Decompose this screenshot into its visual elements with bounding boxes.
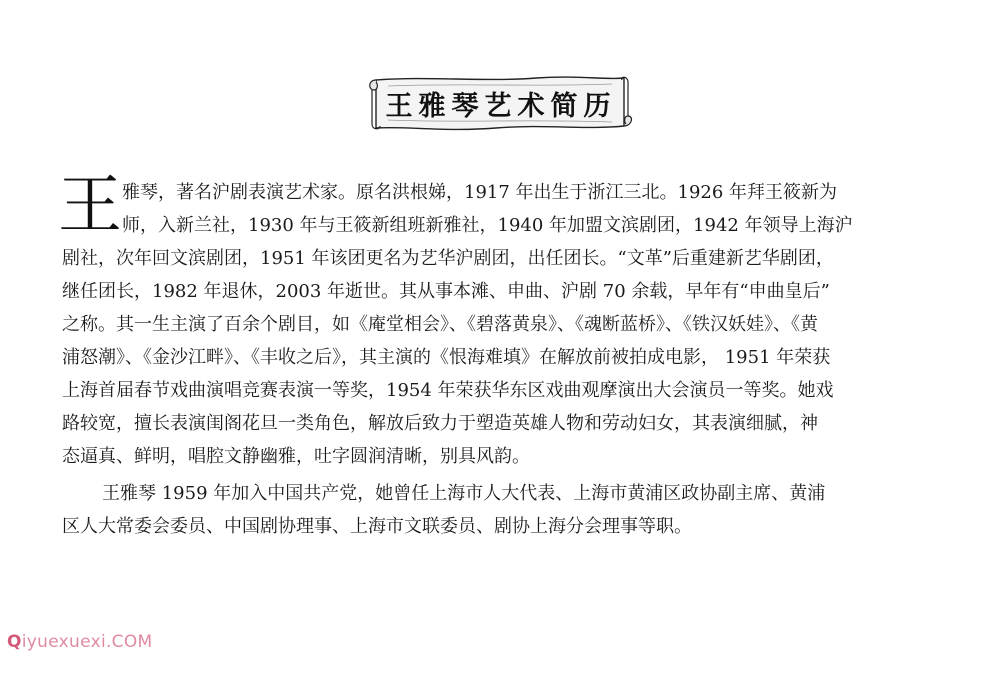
text-line: 之称。其一生主演了百余个剧目，如《庵堂相会》、《碧落黄泉》、《魂断蓝桥》、《铁汉妖娃》、《黄 [62,314,818,335]
text-line: 师，入新兰社，1930 年与王筱新组班新雅社，1940 年加盟文滨剧团，1942 年领导上海沪 [122,215,853,236]
text-line: 路较宽，擅长表演闺阁花旦一类角色，解放后致力于塑造英雄人物和劳动妇女，其表演细腻，神 [62,413,818,434]
watermark-text: iyuexuexi.COM [21,632,153,652]
text-line: 剧社，次年回文滨剧团，1951 年该团更名为艺华沪剧团，出任团长。“文革”后重建新艺华剧团， [62,248,834,269]
biography-body [58,169,947,543]
text-line: 区人大常委会委员、中国剧协理事、上海市文联委员、剧协上海分会理事等职。 [62,516,692,537]
watermark-initial: Q [7,632,22,652]
paragraph-1 [62,176,947,473]
page-title: 王雅琴艺术简历 [385,90,617,122]
text-line: 上海首届春节戏曲演唱竞赛表演一等奖，1954 年荣获华东区戏曲观摩演出大会演员一等奖。她戏 [62,380,834,401]
title-banner [366,72,636,134]
paragraph-2 [62,477,947,543]
site-watermark [7,632,153,652]
text-line: 浦怒潮》、《金沙江畔》、《丰收之后》，其主演的《恨海难填》在解放前被拍成电影， 1951 年荣获 [62,347,831,368]
text-line: 继任团长，1982 年退休，2003 年逝世。其从事本滩、申曲、沪剧 70 余载，早年有“申曲皇后” [62,281,830,302]
drop-cap: 王 [58,169,122,243]
text-line: 雅琴，著名沪剧表演艺术家。原名洪根娣，1917 年出生于浙江三北。1926 年拜王筱新为 [122,182,838,203]
text-line: 态逼真、鲜明，唱腔文静幽雅，吐字圆润清晰，别具风韵。 [62,446,530,467]
text-line: 王雅琴 1959 年加入中国共产党，她曾任上海市人大代表、上海市黄浦区政协副主席、黄浦 [102,483,826,504]
